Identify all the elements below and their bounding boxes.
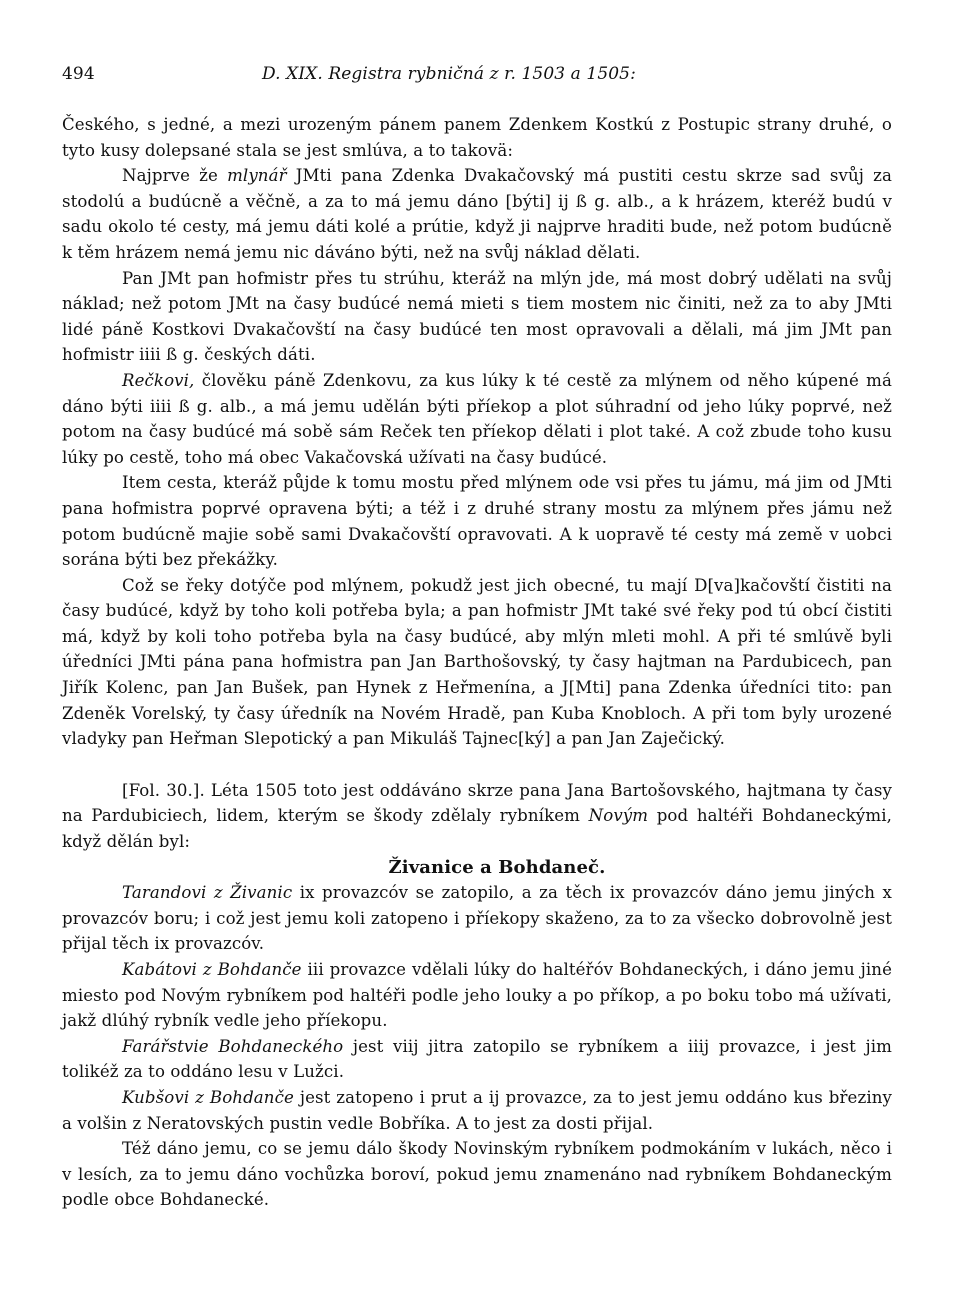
text-segment: Českého, s jedné, a mezi urozeným pánem panem Zdenkem Kostkú z Postupic strany druhé, o tyto kusy dolepsané stala se jest smlúva, a to takovä: xyxy=(62,115,892,160)
italic-text: Kubšovi z Bohdanče xyxy=(122,1087,294,1107)
text-segment: pod haltéři Bohdaneckými, když dělán byl: xyxy=(62,806,892,852)
text-segment: [Fol. 30.]. Léta 1505 toto jest oddáváno skrze pana Jana Bartošovského, hajtmana ty časy na Pardubiciech, lidem, kterým se škody zdělaly rybníkem xyxy=(62,780,892,826)
text-segment: Též dáno jemu, co se jemu dálo škody Novinským rybníkem podmokáním v lukách, něco i v lesích, za to jemu dáno vochůzka boroví, pokud jemu znamenáno nad rybníkem Bohdaneckým podle obce Bohdanecké. xyxy=(62,1139,892,1210)
paragraph-0 xyxy=(62,112,892,163)
document-body xyxy=(62,112,892,1213)
italic-text: Tarandovi z Živanic xyxy=(122,883,293,903)
section-title: Živanice a Bohdaneč. xyxy=(388,856,606,878)
paragraph-10 xyxy=(62,1085,892,1136)
paragraph-11 xyxy=(62,1136,892,1213)
paragraph-6 xyxy=(62,778,892,855)
italic-text: Rečkovi, xyxy=(122,370,195,390)
paragraph-4 xyxy=(62,470,892,572)
paragraph-3 xyxy=(62,368,892,470)
text-segment: Což se řeky dotýče pod mlýnem, pokudž jest jich obecné, tu mají D[va]kačovští čistiti na časy budúcé, když by toho koli potřeba byla; a pan hofmistr JMt také své řeky pod tú obcí čistiti má, když by koli toho potřeba byla na časy budúcé, aby mlýn mleti mohl. A při té smlúvě byli úředníci JMti pána pana hofmistra pan Jan Barthošovský, ty časy hajtman na Pardubicech, pan Jiřík Kolenc, pan Jan Bušek, pan Hynek z Heřmenína, a J[Mti] pana Zdenka úředníci tito: pan Zdeněk Vorelský, ty časy úředník na Novém Hradě, pan Kuba Knobloch. A při tom byly urozené vladyky pan Heřman Slepotický a pan Mikuláš Tajnec[ký] a pan Jan Zaječický. xyxy=(62,575,892,749)
text-segment: Item cesta, kteráž půjde k tomu mostu před mlýnem ode vsi přes tu jámu, má jim od JMti pana hofmistra poprvé opravena býti; a též i z druhé strany mostu za mlýnem přes jámu než potom budúcně majie sobě sami Dvakačovští opravovati. A k uopravě té cesty má země v uobci sorána býti bez překážky. xyxy=(62,473,892,570)
page-number: 494 xyxy=(62,64,95,84)
paragraph-9 xyxy=(62,1034,892,1085)
paragraph-5 xyxy=(62,573,892,752)
text-segment: Najprve že xyxy=(122,166,228,186)
italic-text: mlynář xyxy=(227,166,287,186)
paragraph-1 xyxy=(62,163,892,265)
paragraph-8 xyxy=(62,957,892,1034)
running-title: D. XIX. Registra rybničná z r. 1503 a 1505: xyxy=(262,64,636,84)
text-segment: JMti pana Zdenka Dvakačovský má pustiti cestu skrze sad svůj za stodolú a budúcně a věčně, a za to má jemu dáno [býti] ij ß g. alb., a k hrázem, kteréž budú v sadu okolo té cesty, má jemu dáti kolé a prútie, když ji najprve hraditi bude, než potom budúcně k těm hrázem nemá jemu nic dáváno býti, než na svůj náklad dělati. xyxy=(62,166,892,262)
text-segment: jest zatopeno i prut a ij provazce, za to jest jemu oddáno kus březiny a volšin z Neratovských pustin vedle Bobříka. A to jest za dosti přijal. xyxy=(62,1087,892,1133)
text-segment: iii provazce vdělali lúky do haltéřóv Bohdaneckých, i dáno jemu jiné miesto pod Novým rybníkem pod haltéři podle jeho louky a po příkop, a po boku tobo má užívati, jakž dlúhý rybník vedle jeho příekopu. xyxy=(62,960,892,1031)
document-page xyxy=(62,62,892,1213)
text-segment: Pan JMt pan hofmistr přes tu strúhu, kteráž na mlýn jde, má most dobrý udělati na svůj náklad; než potom JMt na časy budúcé nemá mieti s tiem mostem nic činiti, než za to aby JMti lidé páně Kostkovi Dvakačovští na časy budúcé ten most opravovali a dělali, má jim JMt pan hofmistr iiii ß g. českých dáti. xyxy=(62,268,892,365)
text-segment: jest viij jitra zatopilo se rybníkem a iiij provazce, i jest jim tolikéž za to oddáno lesu v Lužci. xyxy=(62,1036,892,1082)
italic-text: Kabátovi z Bohdanče xyxy=(122,960,302,979)
page-header xyxy=(62,62,892,92)
text-segment: ix provazcóv se zatopilo, a za těch ix provazcóv dáno jemu jiných x provazcóv boru; i což jest jemu koli zatopeno i příekopy skaženo, za to za všecko dobrovolně jest přijal těch ix provazcóv. xyxy=(62,883,892,954)
paragraph-7 xyxy=(62,880,892,957)
italic-text: Farářstvie Bohdaneckého xyxy=(122,1036,344,1056)
paragraph-2 xyxy=(62,266,892,368)
text-segment: člověku páně Zdenkovu, za kus lúky k té cestě za mlýnem od něho kúpené má dáno býti iiii ß g. alb., a má jemu udělán býti příekop a plot súhradní od jeho lúky poprvé, než potom na časy budúcé má sobě sám Reček ten příekop dělati i plot také. A což zbude toho kusu lúky po cestě, toho má obec Vakačovská užívati na časy budúcé. xyxy=(62,370,892,467)
italic-text: Novým xyxy=(588,806,649,826)
